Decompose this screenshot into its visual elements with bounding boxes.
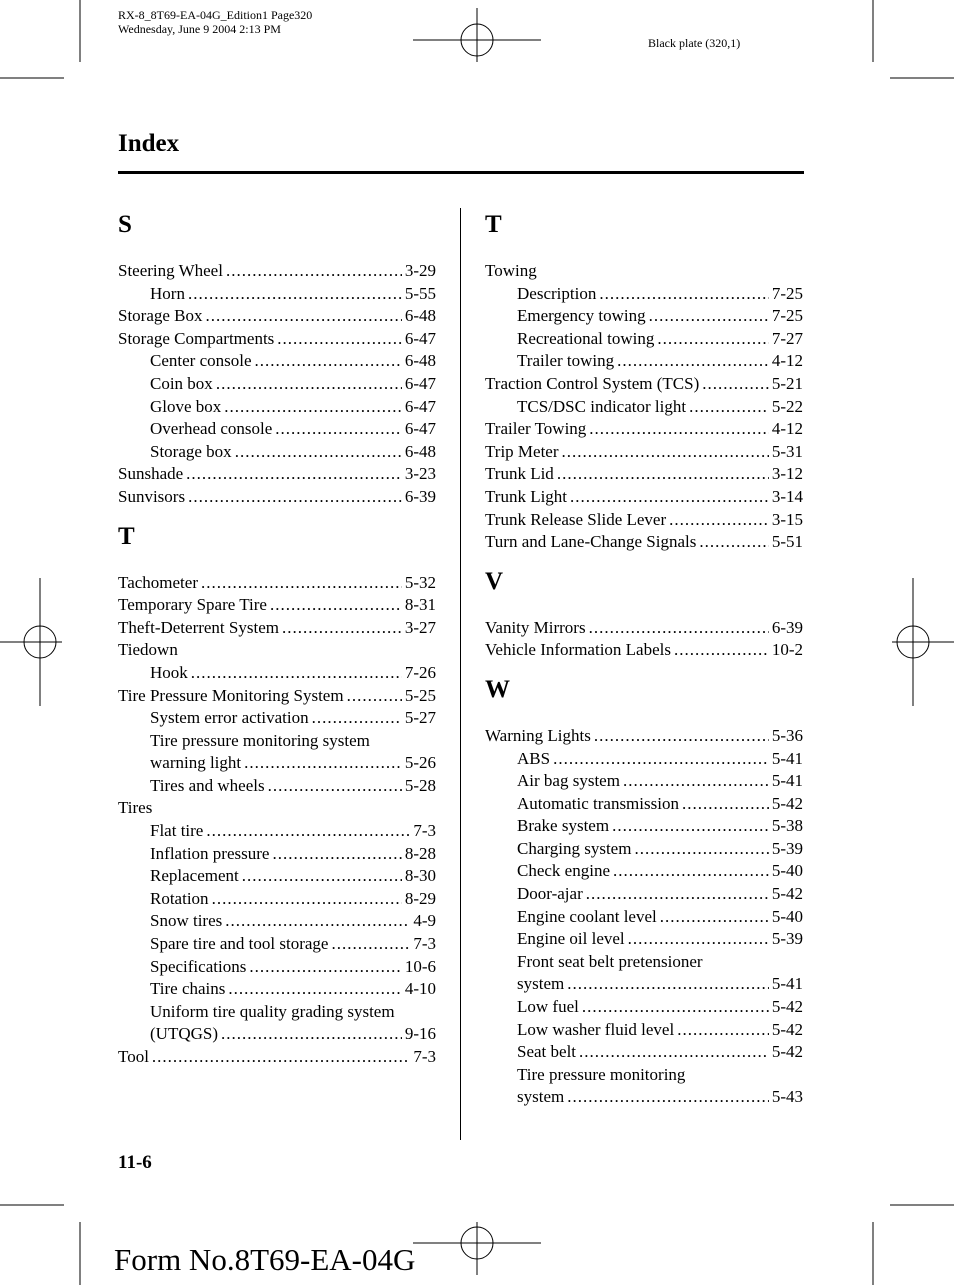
index-subentry[interactable] — [485, 396, 803, 419]
index-entry[interactable] — [118, 463, 436, 486]
index-column-left — [118, 208, 436, 1069]
dot-leader — [242, 865, 402, 888]
dot-leader — [212, 888, 402, 911]
entry-label: Automatic transmission — [517, 793, 679, 813]
entry-label: Steering Wheel — [118, 261, 223, 280]
dot-leader — [677, 1019, 769, 1042]
entry-label: Tachometer — [118, 572, 198, 592]
entry-page-ref: 7-25 — [771, 306, 803, 326]
section-letter: T — [118, 522, 135, 550]
entry-page-ref: 8-30 — [404, 866, 436, 886]
index-entry[interactable] — [485, 418, 803, 441]
index-entry[interactable] — [118, 486, 436, 509]
entry-page-ref: 5-38 — [771, 816, 803, 836]
dot-leader — [599, 283, 769, 306]
column-divider — [460, 208, 461, 1140]
entry-label: Tire Pressure Monitoring System — [118, 685, 344, 705]
dot-leader — [562, 441, 769, 464]
index-entry[interactable] — [118, 797, 436, 820]
entry-label: Spare tire and tool storage — [150, 934, 329, 954]
entry-label: Replacement — [150, 866, 239, 886]
index-subentry[interactable] — [118, 910, 436, 933]
entry-label: TCS/DSC indicator light — [517, 396, 687, 416]
entry-page-ref: 5-39 — [771, 929, 803, 949]
entry-page-ref: 5-40 — [771, 861, 803, 881]
dot-leader — [557, 463, 769, 486]
entry-label: Engine coolant level — [517, 906, 657, 926]
dot-leader — [567, 1086, 769, 1109]
entry-label: Traction Control System (TCS) — [485, 373, 700, 393]
section-letter: T — [485, 211, 502, 238]
dot-leader — [228, 978, 401, 1001]
dot-leader — [244, 752, 402, 775]
entry-page-ref: 5-42 — [771, 997, 803, 1017]
entry-page-ref: 7-25 — [771, 283, 803, 303]
index-entry[interactable] — [118, 685, 436, 708]
entry-page-ref: 3-27 — [404, 617, 436, 637]
index-subentry[interactable] — [485, 1041, 803, 1064]
dot-leader — [331, 933, 410, 956]
entry-page-ref: 5-28 — [404, 775, 436, 795]
entry-label: Trip Meter — [485, 441, 559, 461]
entry-page-ref: 3-12 — [771, 464, 803, 484]
entry-label: Tires and wheels — [150, 775, 265, 795]
dot-leader — [275, 418, 402, 441]
index-entry[interactable] — [485, 509, 803, 532]
dot-leader — [206, 820, 410, 843]
section-letter: S — [118, 211, 132, 238]
dot-leader — [206, 305, 402, 328]
index-subentry[interactable] — [485, 815, 803, 838]
entry-page-ref: 5-21 — [771, 373, 803, 393]
index-column-right — [485, 208, 803, 1109]
dot-leader — [702, 373, 769, 396]
entry-page-ref: 5-41 — [771, 771, 803, 791]
entry-page-ref: 5-39 — [771, 838, 803, 858]
entry-label: Inflation pressure — [150, 843, 270, 863]
entry-label: Tire pressure monitoring system — [150, 730, 370, 750]
index-subentry[interactable] — [485, 973, 803, 996]
dot-leader — [582, 996, 769, 1019]
index-subentry[interactable] — [485, 838, 803, 861]
entry-label: system — [517, 974, 565, 994]
entry-label: Low fuel — [517, 997, 579, 1017]
index-subentry[interactable] — [485, 328, 803, 351]
index-group — [485, 725, 803, 1109]
entry-label: Vehicle Information Labels — [485, 640, 671, 660]
index-subentry[interactable] — [118, 933, 436, 956]
plate-label: Black plate (320,1) — [648, 36, 741, 50]
entry-label: Glove box — [150, 396, 222, 416]
entry-page-ref: 5-42 — [771, 884, 803, 904]
index-entry[interactable] — [118, 617, 436, 640]
dot-leader — [255, 350, 402, 373]
dot-leader — [226, 260, 402, 283]
entry-page-ref: 3-14 — [771, 486, 803, 506]
entry-page-ref: 5-25 — [404, 685, 436, 705]
entry-page-ref: 5-41 — [771, 748, 803, 768]
index-subentry[interactable] — [118, 1001, 436, 1024]
dot-leader — [570, 486, 769, 509]
index-subentry[interactable] — [485, 951, 803, 974]
entry-page-ref: 6-48 — [404, 306, 436, 326]
entry-page-ref: 7-3 — [413, 821, 436, 841]
entry-page-ref: 7-27 — [771, 328, 803, 348]
index-entry[interactable] — [118, 639, 436, 662]
index-subentry[interactable] — [485, 793, 803, 816]
entry-page-ref: 5-42 — [771, 1019, 803, 1039]
dot-leader — [660, 906, 769, 929]
entry-label: Specifications — [150, 956, 247, 976]
entry-label: Charging system — [517, 838, 632, 858]
dot-leader — [225, 910, 410, 933]
entry-page-ref: 5-51 — [771, 532, 803, 552]
dot-leader — [689, 396, 769, 419]
index-subentry[interactable] — [118, 441, 436, 464]
entry-page-ref: 6-48 — [404, 351, 436, 371]
index-entry[interactable] — [118, 1046, 436, 1069]
entry-label: Emergency towing — [517, 306, 646, 326]
entry-label: ABS — [517, 748, 551, 768]
dot-leader — [612, 815, 769, 838]
index-subentry[interactable] — [485, 283, 803, 306]
entry-page-ref: 7-3 — [413, 1047, 436, 1066]
entry-label: Trunk Release Slide Lever — [485, 509, 667, 529]
entry-label: Flat tire — [150, 821, 204, 841]
entry-label: Tire chains — [150, 979, 226, 999]
index-subentry[interactable] — [118, 775, 436, 798]
print-file-name: RX-8_8T69-EA-04G_Edition1 Page320 — [118, 8, 313, 22]
dot-leader — [579, 1041, 769, 1064]
index-subentry[interactable] — [118, 865, 436, 888]
dot-leader — [224, 396, 402, 419]
dot-leader — [586, 883, 769, 906]
entry-page-ref: 6-47 — [404, 419, 436, 439]
entry-page-ref: 8-29 — [404, 888, 436, 908]
entry-label: Storage Compartments — [118, 328, 275, 348]
index-subentry[interactable] — [485, 906, 803, 929]
entry-page-ref: 9-16 — [404, 1024, 436, 1044]
dot-leader — [347, 685, 402, 708]
entry-label: Low washer fluid level — [517, 1019, 675, 1039]
dot-leader — [282, 617, 402, 640]
entry-page-ref: 6-39 — [771, 617, 803, 637]
form-number: Form No.8T69-EA-04G — [114, 1242, 416, 1277]
section-letter: W — [485, 675, 510, 703]
index-subentry[interactable] — [485, 770, 803, 793]
entry-page-ref: 5-31 — [771, 441, 803, 461]
index-subentry[interactable] — [485, 883, 803, 906]
dot-leader — [669, 509, 769, 532]
entry-label: Towing — [485, 261, 537, 280]
entry-label: Description — [517, 283, 597, 303]
index-entry[interactable] — [485, 260, 803, 283]
entry-label: Hook — [150, 662, 188, 682]
index-subentry[interactable] — [118, 283, 436, 306]
entry-page-ref: 5-32 — [404, 572, 436, 592]
entry-label: Vanity Mirrors — [485, 617, 586, 637]
index-group — [485, 617, 803, 662]
index-entry[interactable] — [485, 373, 803, 396]
entry-label: Trailer Towing — [485, 419, 587, 439]
index-subentry[interactable] — [118, 888, 436, 911]
dot-leader — [553, 748, 769, 771]
dot-leader — [268, 775, 402, 798]
index-subentry[interactable] — [118, 350, 436, 373]
entry-page-ref: 5-40 — [771, 906, 803, 926]
entry-page-ref: 8-31 — [404, 595, 436, 615]
entry-label: Recreational towing — [517, 328, 655, 348]
index-subentry[interactable] — [118, 707, 436, 730]
entry-label: Sunshade — [118, 464, 184, 484]
entry-label: Coin box — [150, 373, 213, 393]
index-entry[interactable] — [118, 328, 436, 351]
dot-leader — [272, 843, 401, 866]
entry-page-ref: 5-36 — [771, 725, 803, 745]
entry-page-ref: 5-42 — [771, 1042, 803, 1062]
entry-label: Check engine — [517, 861, 610, 881]
index-subentry[interactable] — [485, 1019, 803, 1042]
index-subentry[interactable] — [118, 396, 436, 419]
dot-leader — [191, 662, 402, 685]
index-subentry[interactable] — [118, 730, 436, 753]
dot-leader — [270, 594, 402, 617]
dot-leader — [594, 725, 769, 748]
index-group — [118, 260, 436, 509]
index-subentry[interactable] — [118, 662, 436, 685]
entry-page-ref: 4-10 — [404, 979, 436, 999]
index-subentry[interactable] — [485, 996, 803, 1019]
index-subentry[interactable] — [118, 820, 436, 843]
entry-page-ref: 7-26 — [404, 662, 436, 682]
entry-page-ref: 3-29 — [404, 261, 436, 280]
dot-leader — [682, 793, 769, 816]
dot-leader — [221, 1023, 402, 1046]
index-subentry[interactable] — [485, 1086, 803, 1109]
entry-page-ref: 3-23 — [404, 464, 436, 484]
entry-page-ref: 4-9 — [413, 911, 436, 931]
entry-page-ref: 5-55 — [404, 283, 436, 303]
dot-leader — [235, 441, 402, 464]
entry-page-ref: 5-41 — [771, 974, 803, 994]
dot-leader — [623, 770, 769, 793]
dot-leader — [628, 928, 769, 951]
index-entry[interactable] — [485, 725, 803, 748]
index-subentry[interactable] — [485, 860, 803, 883]
index-entry[interactable] — [118, 260, 436, 283]
dot-leader — [699, 531, 768, 554]
entry-label: Temporary Spare Tire — [118, 595, 267, 615]
section-letter: V — [485, 567, 504, 595]
entry-page-ref: 10-2 — [771, 640, 803, 660]
entry-label: Air bag system — [517, 771, 620, 791]
index-subentry[interactable] — [118, 1023, 436, 1046]
entry-page-ref: 5-42 — [771, 793, 803, 813]
entry-label: Overhead console — [150, 419, 273, 439]
index-subentry[interactable] — [118, 843, 436, 866]
dot-leader — [216, 373, 402, 396]
entry-label: Trailer towing — [517, 351, 615, 371]
index-subentry[interactable] — [118, 373, 436, 396]
index-subentry[interactable] — [485, 748, 803, 771]
dot-leader — [188, 486, 402, 509]
dot-leader — [201, 572, 402, 595]
entry-page-ref: 5-26 — [404, 753, 436, 773]
index-subentry[interactable] — [118, 418, 436, 441]
index-entry[interactable] — [485, 639, 803, 662]
print-timestamp: Wednesday, June 9 2004 2:13 PM — [118, 22, 281, 36]
entry-label: Warning Lights — [485, 725, 591, 745]
index-subentry[interactable] — [118, 752, 436, 775]
print-file-info — [118, 8, 312, 36]
entry-page-ref: 6-47 — [404, 373, 436, 393]
index-entry[interactable] — [485, 531, 803, 554]
entry-label: Seat belt — [517, 1042, 577, 1062]
dot-leader — [617, 350, 769, 373]
entry-label: Turn and Lane-Change Signals — [485, 532, 697, 552]
entry-page-ref: 5-27 — [404, 708, 436, 728]
entry-label: Tool — [118, 1047, 149, 1066]
index-entry[interactable] — [485, 463, 803, 486]
entry-page-ref: 10-6 — [404, 956, 436, 976]
entry-page-ref: 3-15 — [771, 509, 803, 529]
index-subentry[interactable] — [485, 928, 803, 951]
entry-label: Sunvisors — [118, 486, 186, 506]
entry-label: Door-ajar — [517, 884, 583, 904]
index-entry[interactable] — [485, 441, 803, 464]
dot-leader — [312, 707, 402, 730]
entry-label: Trunk Lid — [485, 464, 554, 484]
entry-page-ref: 7-3 — [413, 934, 436, 954]
entry-label: Tiedown — [118, 640, 178, 660]
index-entry[interactable] — [485, 617, 803, 640]
index-subentry[interactable] — [485, 350, 803, 373]
dot-leader — [188, 283, 402, 306]
entry-page-ref: 6-47 — [404, 396, 436, 416]
entry-page-ref: 4-12 — [771, 351, 803, 371]
index-entry[interactable] — [485, 486, 803, 509]
entry-label: system — [517, 1087, 565, 1107]
index-entry[interactable] — [118, 594, 436, 617]
index-subentry[interactable] — [118, 978, 436, 1001]
entry-page-ref: 6-48 — [404, 441, 436, 461]
entry-label: Trunk Light — [485, 486, 568, 506]
dot-leader — [634, 838, 768, 861]
entry-label: Tires — [118, 798, 153, 818]
dot-leader — [674, 639, 769, 662]
entry-label: Engine oil level — [517, 929, 625, 949]
index-group — [118, 572, 436, 1069]
index-subentry[interactable] — [485, 1064, 803, 1087]
entry-label: Tire pressure monitoring — [517, 1064, 686, 1084]
index-entry[interactable] — [118, 305, 436, 328]
entry-page-ref: 6-39 — [404, 486, 436, 506]
index-subentry[interactable] — [118, 956, 436, 979]
index-entry[interactable] — [118, 572, 436, 595]
entry-page-ref: 4-12 — [771, 419, 803, 439]
dot-leader — [589, 418, 769, 441]
entry-label: Rotation — [150, 888, 209, 908]
index-group — [485, 260, 803, 554]
entry-label: Center console — [150, 351, 252, 371]
entry-page-ref: 6-47 — [404, 328, 436, 348]
entry-label: warning light — [150, 753, 242, 773]
entry-label: Brake system — [517, 816, 610, 836]
dot-leader — [277, 328, 402, 351]
entry-label: (UTQGS) — [150, 1024, 218, 1044]
entry-page-ref: 5-22 — [771, 396, 803, 416]
index-subentry[interactable] — [485, 305, 803, 328]
dot-leader — [589, 617, 769, 640]
entry-label: Horn — [150, 283, 185, 303]
page-title: Index — [118, 130, 180, 157]
page-number: 11-6 — [118, 1152, 152, 1173]
entry-label: System error activation — [150, 708, 309, 728]
entry-label: Snow tires — [150, 911, 223, 931]
entry-page-ref: 5-43 — [771, 1087, 803, 1107]
entry-page-ref: 8-28 — [404, 843, 436, 863]
dot-leader — [152, 1046, 410, 1069]
dot-leader — [567, 973, 769, 996]
dot-leader — [186, 463, 402, 486]
dot-leader — [649, 305, 769, 328]
entry-label: Storage box — [150, 441, 232, 461]
entry-label: Theft-Deterrent System — [118, 617, 279, 637]
dot-leader — [657, 328, 768, 351]
entry-label: Storage Box — [118, 306, 203, 326]
title-rule — [118, 171, 804, 174]
entry-label: Front seat belt pretensioner — [517, 951, 703, 971]
dot-leader — [613, 860, 769, 883]
entry-label: Uniform tire quality grading system — [150, 1001, 395, 1021]
dot-leader — [249, 956, 402, 979]
